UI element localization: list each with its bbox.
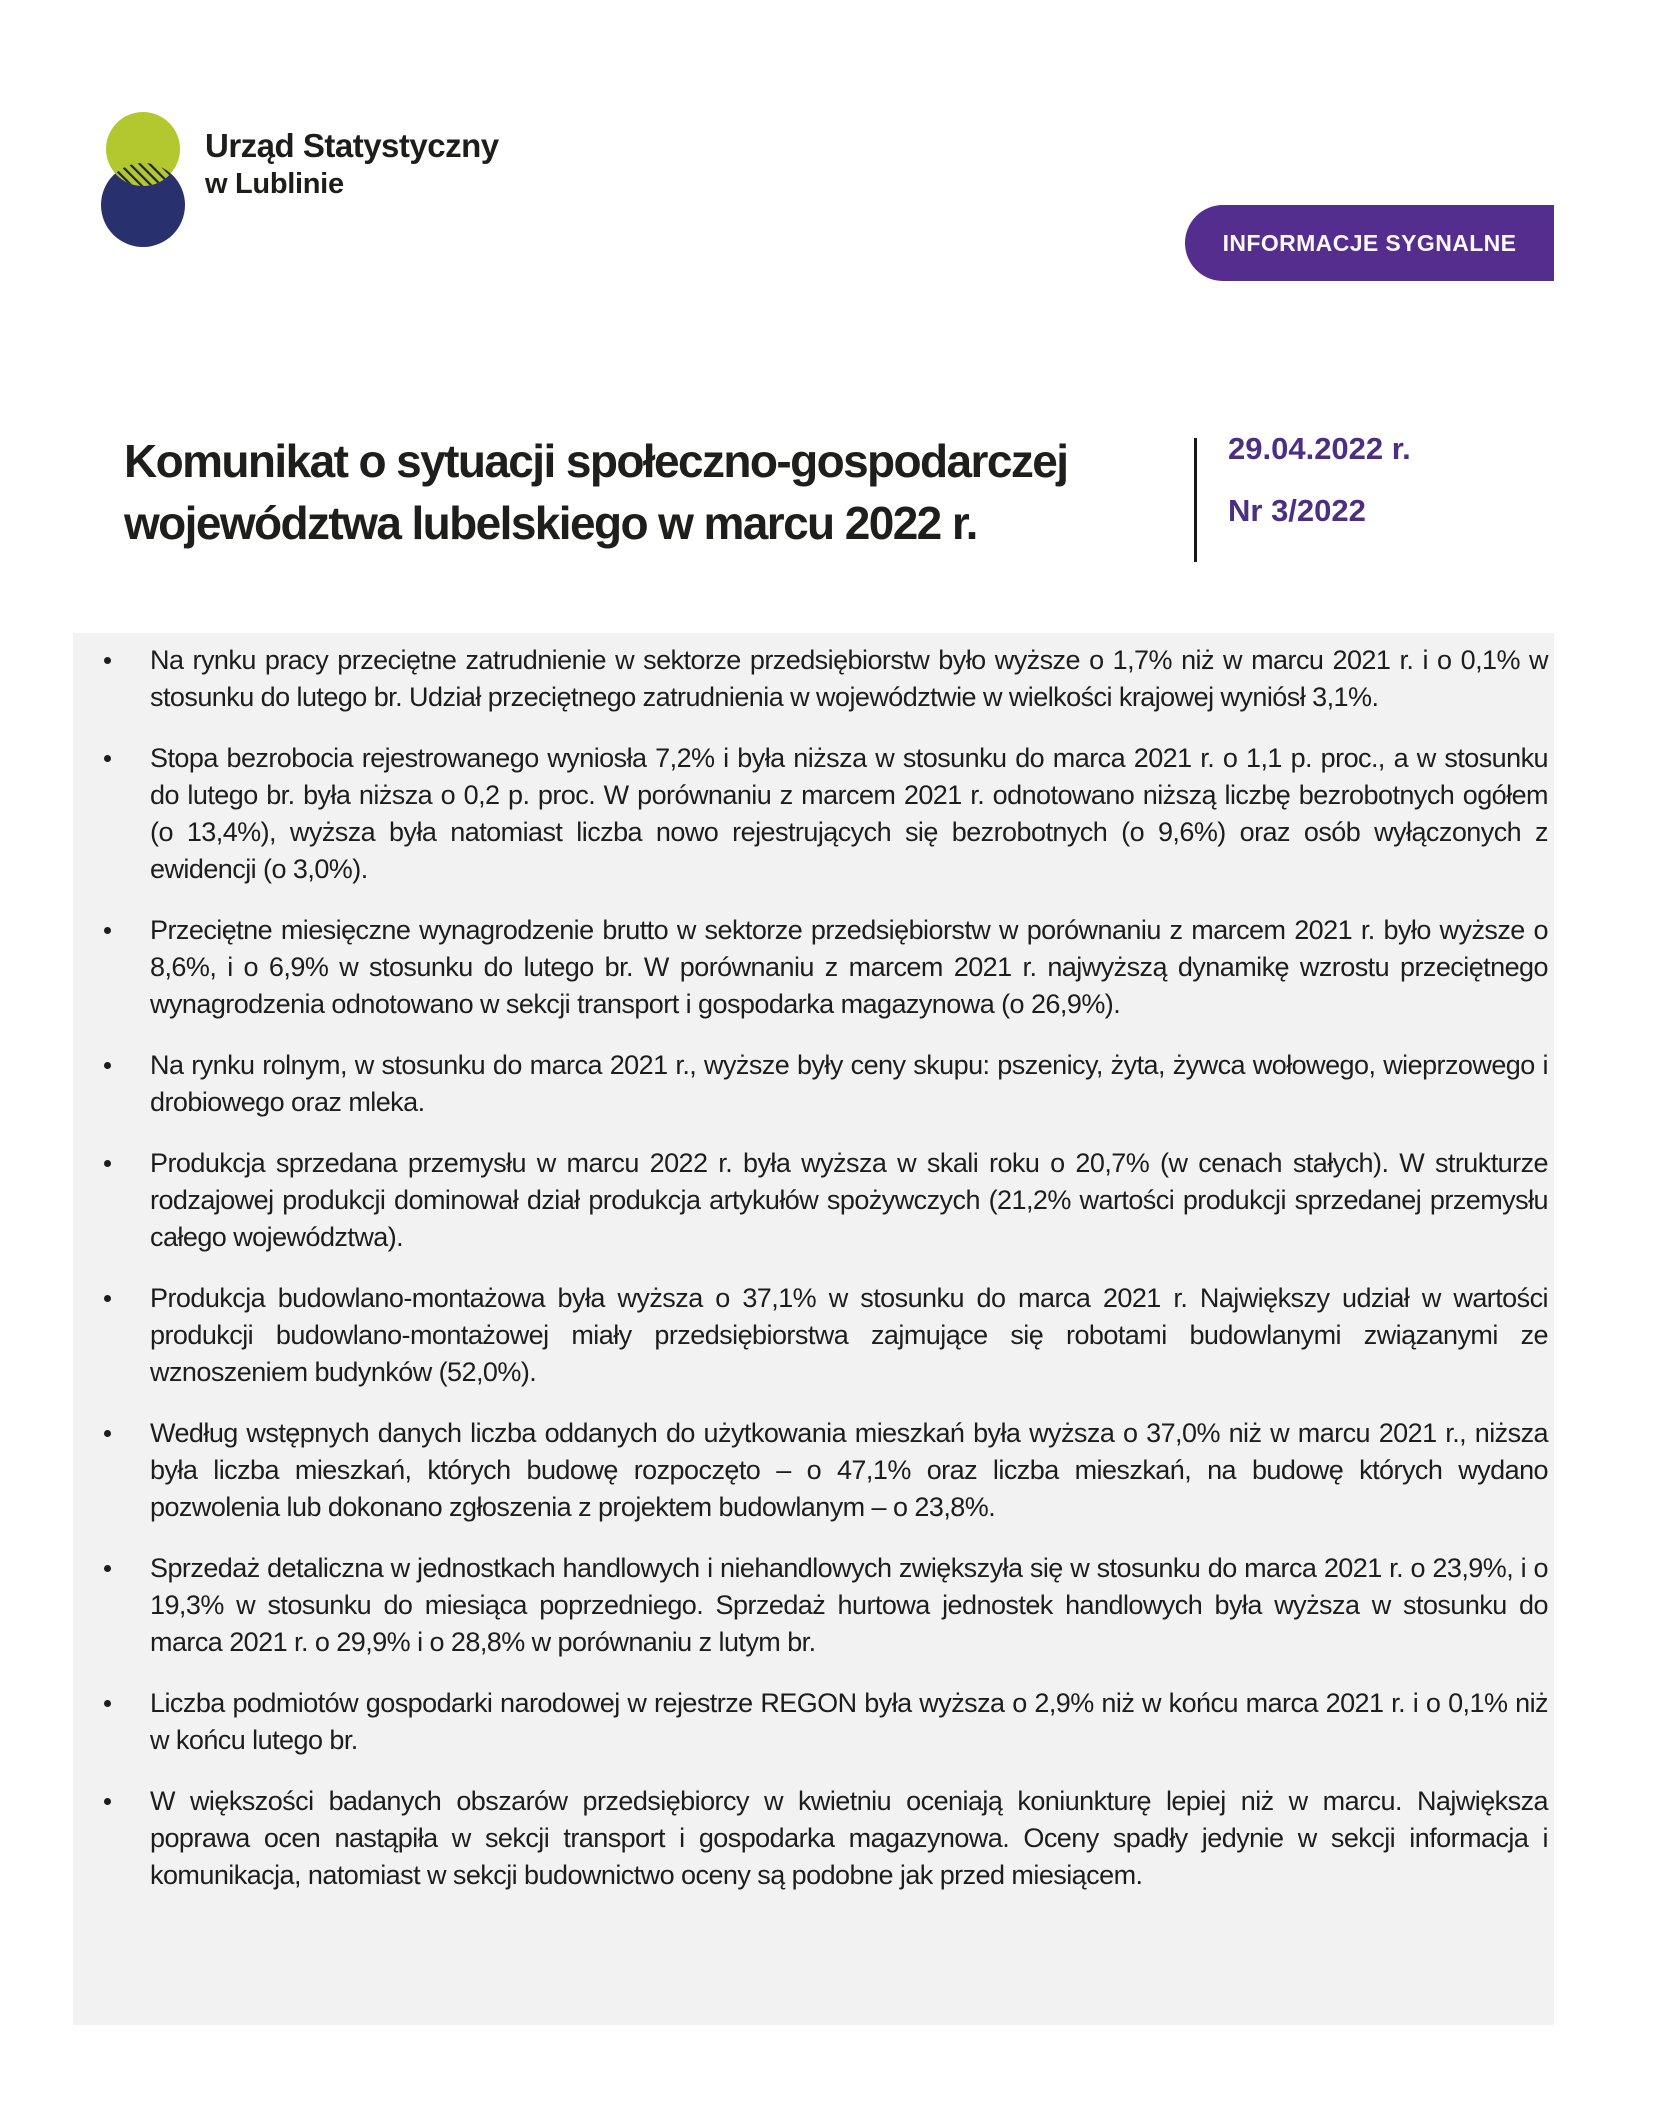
bullet-dot <box>104 755 111 762</box>
summary-bullet-industry: Produkcja sprzedana przemysłu w marcu 2022 r. była wyższa w skali roku o 20,7% (w cenach stałych). W strukturze rodzajowej produkcji dominował dział produkcja artykułów spożywczych (21,2% wartości produkcji sprzedanej przemysłu całego województwa). <box>73 1145 1554 1256</box>
summary-bullet-retail: Sprzedaż detaliczna w jednostkach handlowych i niehandlowych zwiększyła się w stosunku do marca 2021 r. o 23,9%, i o 19,3% w stosunku do miesiąca poprzedniego. Sprzedaż hurtowa jednostek handlowych była wyższa w stosunku do marca 2021 r. o 29,9% i o 28,8% w porównaniu z lutym br. <box>73 1550 1554 1661</box>
summary-bullet-business-climate: W większości badanych obszarów przedsiębiorcy w kwietniu oceniają koniunkturę lepiej niż w marcu. Największa poprawa ocen nastąpiła w sekcji transport i gospodarka magazynowa. Oceny spadły jedynie w sekcji informacja i komunikacja, natomiast w sekcji budownictwo oceny są podobne jak przed miesiącem. <box>73 1783 1554 1894</box>
summary-bullet-construction: Produkcja budowlano-montażowa była wyższa o 37,1% w stosunku do marca 2021 r. Największy udział w wartości produkcji budowlano-montażowej miały przedsiębiorstwa zajmujące się robotami budowlanymi związanymi ze wznoszeniem budynków (52,0%). <box>73 1280 1554 1391</box>
issue-number: Nr 3/2022 <box>1228 493 1366 528</box>
title-line-1: Komunikat o sytuacji społeczno-gospodarczej <box>124 435 1068 487</box>
summary-bullet-agriculture: Na rynku rolnym, w stosunku do marca 2021 r., wyższe były ceny skupu: pszenicy, żyta, żywca wołowego, wieprzowego i drobiowego oraz mleka. <box>73 1047 1554 1121</box>
bullet-dot <box>104 1295 111 1302</box>
badge-label: INFORMACJE SYGNALNE <box>1222 229 1517 256</box>
summary-bullet-wages: Przeciętne miesięczne wynagrodzenie brutto w sektorze przedsiębiorstw w porównaniu z marcem 2021 r. było wyższe o 8,6%, i o 6,9% w stosunku do lutego br. W porównaniu z marcem 2021 r. najwyższą dynamikę wzrostu przeciętnego wynagrodzenia odnotowano w sekcji transport i gospodarka magazynowa (o 26,9%). <box>73 912 1554 1023</box>
publication-meta <box>1228 432 1411 528</box>
bullet-dot <box>104 927 111 934</box>
summary-bullet-unemployment: Stopa bezrobocia rejestrowanego wyniosła 7,2% i była niższa w stosunku do marca 2021 r. o 1,1 p. proc., a w stosunku do lutego br. była niższa o 0,2 p. proc. W porównaniu z marcem 2021 r. odnotowano niższą liczbę bezrobotnych ogółem (o 13,4%), wyższa była natomiast liczba nowo rejestrujących się bezrobotnych (o 9,6%) oraz osób wyłączonych z ewidencji (o 3,0%). <box>73 740 1554 888</box>
summary-bullet-regon: Liczba podmiotów gospodarki narodowej w rejestrze REGON była wyższa o 2,9% niż w końcu marca 2021 r. i o 0,1% niż w końcu lutego br. <box>73 1685 1554 1759</box>
summary-box <box>73 633 1554 2025</box>
summary-bullet-housing: Według wstępnych danych liczba oddanych do użytkowania mieszkań była wyższa o 37,0% niż w marcu 2021 r., niższa była liczba mieszkań, których budowę rozpoczęto – o 47,1% oraz liczba mieszkań, na budowę których wydano pozwolenia lub dokonano zgłoszenia z projektem budowlanym – o 23,8%. <box>73 1415 1554 1526</box>
bullet-dot <box>104 1565 111 1572</box>
org-location: w Lublinie <box>205 168 344 200</box>
bullet-dot <box>104 1700 111 1707</box>
page-title <box>124 430 1164 554</box>
vertical-divider <box>1194 438 1197 562</box>
summary-list <box>73 642 1554 1894</box>
bullet-dot <box>104 1798 111 1805</box>
bullet-dot <box>104 1062 111 1069</box>
bullet-dot <box>104 1160 111 1167</box>
title-line-2: województwa lubelskiego w marcu 2022 r. <box>124 497 977 549</box>
org-name: Urząd Statystyczny <box>205 127 499 164</box>
bullet-dot <box>104 657 111 664</box>
summary-bullet-employment: Na rynku pracy przeciętne zatrudnienie w sektorze przedsiębiorstw było wyższe o 1,7% niż w marcu 2021 r. i o 0,1% w stosunku do lutego br. Udział przeciętnego zatrudnienia w województwie w wielkości krajowej wyniósł 3,1%. <box>73 642 1554 716</box>
bullet-dot <box>104 1430 111 1437</box>
logo-text <box>205 126 499 202</box>
publication-date: 29.04.2022 r. <box>1228 431 1411 466</box>
info-sygnalne-badge <box>1185 205 1554 281</box>
